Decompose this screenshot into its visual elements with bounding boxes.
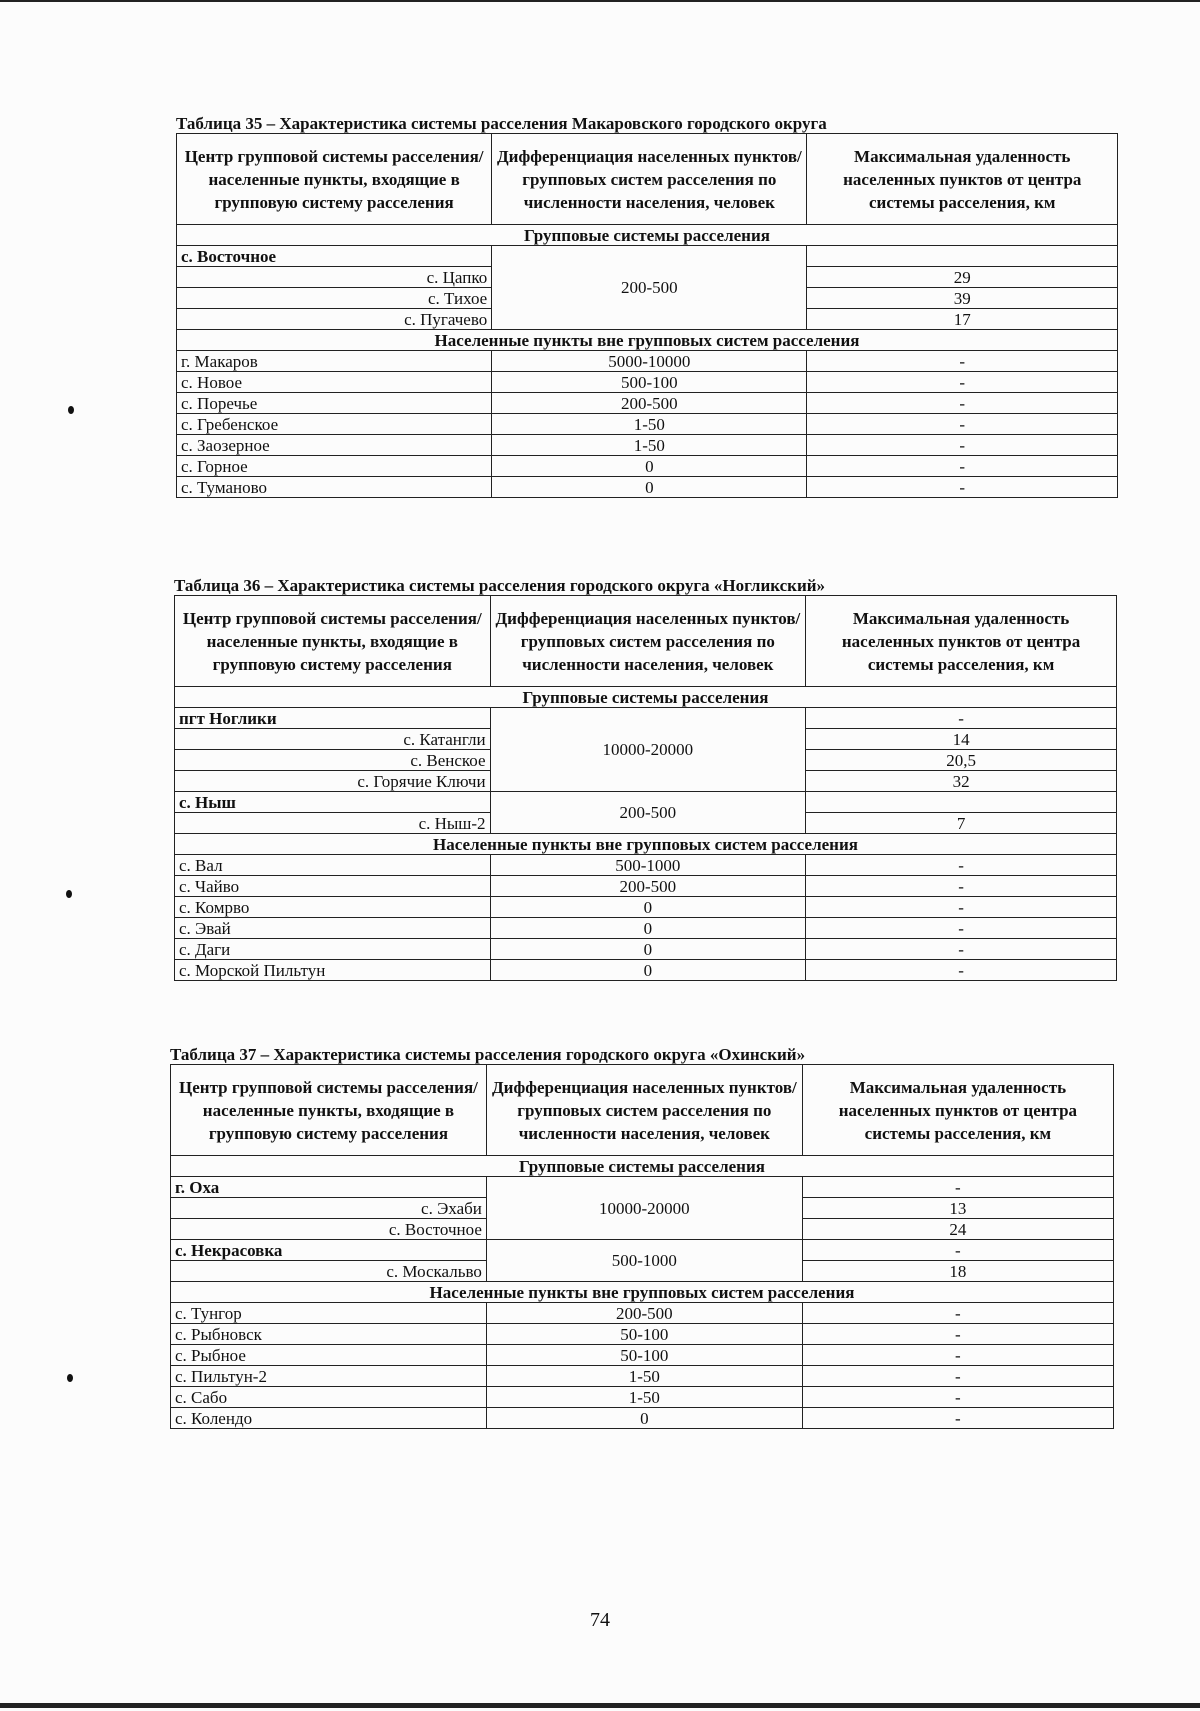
scan-frame-top: [0, 0, 1200, 2]
member-distance: 14: [806, 729, 1117, 750]
group-population-range: 10000-20000: [490, 708, 806, 792]
member-name: с. Восточное: [171, 1219, 487, 1240]
table-row: [177, 351, 1118, 372]
group-center-distance: -: [802, 1177, 1113, 1198]
table-37-block: [170, 1045, 1114, 1429]
group-center-name: с. Некрасовка: [171, 1240, 487, 1261]
member-name: с. Эхаби: [171, 1198, 487, 1219]
population-range: 200-500: [490, 876, 806, 897]
column-header: Максимальная удаленность населенных пунктов от центра системы расселения, км: [806, 596, 1117, 687]
group-population-range: 200-500: [492, 246, 807, 330]
settlement-name: г. Макаров: [177, 351, 492, 372]
distance: -: [802, 1324, 1113, 1345]
population-range: 0: [486, 1408, 802, 1429]
population-range: 0: [490, 897, 806, 918]
member-distance: 24: [802, 1219, 1113, 1240]
settlement-name: с. Колендо: [171, 1408, 487, 1429]
population-range: 0: [490, 918, 806, 939]
header-row: [171, 1065, 1114, 1156]
section-row: [177, 225, 1118, 246]
column-header: Максимальная удаленность населенных пунктов от центра системы расселения, км: [807, 134, 1118, 225]
table-row: [177, 372, 1118, 393]
table-caption: Таблица 37 – Характеристика системы расселения городского округа «Охинский»: [170, 1045, 806, 1064]
table-row: [175, 708, 1117, 729]
settlement-name: с. Чайво: [175, 876, 491, 897]
distance: -: [807, 414, 1118, 435]
population-range: 1-50: [492, 435, 807, 456]
member-distance: 7: [806, 813, 1117, 834]
distance: -: [802, 1408, 1113, 1429]
member-name: с. Катангли: [175, 729, 491, 750]
population-range: 500-1000: [490, 855, 806, 876]
distance: -: [806, 876, 1117, 897]
member-distance: 20,5: [806, 750, 1117, 771]
population-range: 50-100: [486, 1324, 802, 1345]
distance: -: [802, 1366, 1113, 1387]
settlement-table: [170, 1064, 1114, 1429]
table-row: [177, 246, 1118, 267]
group-center-distance: -: [806, 708, 1117, 729]
population-range: 200-500: [486, 1303, 802, 1324]
column-header: Максимальная удаленность населенных пунктов от центра системы расселения, км: [802, 1065, 1113, 1156]
population-range: 200-500: [492, 393, 807, 414]
table-row: [175, 939, 1117, 960]
distance: -: [807, 477, 1118, 498]
member-distance: 18: [802, 1261, 1113, 1282]
header-row: [177, 134, 1118, 225]
population-range: 500-100: [492, 372, 807, 393]
member-name: с. Тихое: [177, 288, 492, 309]
section-row: [175, 687, 1117, 708]
settlement-name: с. Поречье: [177, 393, 492, 414]
distance: -: [807, 351, 1118, 372]
population-range: 1-50: [486, 1366, 802, 1387]
group-center-name: с. Восточное: [177, 246, 492, 267]
section-title: Групповые системы расселения: [171, 1156, 1114, 1177]
settlement-name: с. Заозерное: [177, 435, 492, 456]
settlement-table: [174, 595, 1117, 981]
distance: -: [806, 939, 1117, 960]
member-distance: 13: [802, 1198, 1113, 1219]
punch-hole-mark: [68, 406, 74, 414]
column-header: Центр групповой системы расселения/населенные пункты, входящие в групповую систему расселения: [177, 134, 492, 225]
column-header: Дифференциация населенных пунктов/групповых систем расселения по численности населения, человек: [490, 596, 806, 687]
member-distance: 29: [807, 267, 1118, 288]
table-row: [171, 1345, 1114, 1366]
column-header: Центр групповой системы расселения/населенные пункты, входящие в групповую систему расселения: [175, 596, 491, 687]
group-center-name: пгт Ноглики: [175, 708, 491, 729]
table-row: [171, 1408, 1114, 1429]
table-row: [175, 918, 1117, 939]
settlement-name: с. Туманово: [177, 477, 492, 498]
distance: -: [807, 456, 1118, 477]
section-title: Населенные пункты вне групповых систем расселения: [177, 330, 1118, 351]
settlement-name: с. Пильтун-2: [171, 1366, 487, 1387]
table-row: [175, 792, 1117, 813]
table-row: [171, 1387, 1114, 1408]
settlement-name: с. Рыбновск: [171, 1324, 487, 1345]
distance: -: [806, 897, 1117, 918]
table-35-block: [176, 114, 1118, 498]
table-row: [171, 1177, 1114, 1198]
population-range: 0: [492, 456, 807, 477]
table-row: [177, 435, 1118, 456]
population-range: 50-100: [486, 1345, 802, 1366]
settlement-name: с. Рыбное: [171, 1345, 487, 1366]
group-center-name: с. Ныш: [175, 792, 491, 813]
distance: -: [802, 1387, 1113, 1408]
distance: -: [802, 1303, 1113, 1324]
group-center-distance: -: [802, 1240, 1113, 1261]
column-header: Центр групповой системы расселения/населенные пункты, входящие в групповую систему расселения: [171, 1065, 487, 1156]
distance: -: [807, 393, 1118, 414]
population-range: 0: [490, 939, 806, 960]
group-center-name: г. Оха: [171, 1177, 487, 1198]
member-name: с. Цапко: [177, 267, 492, 288]
table-row: [171, 1324, 1114, 1345]
column-header: Дифференциация населенных пунктов/групповых систем расселения по численности населения, человек: [486, 1065, 802, 1156]
member-distance: 32: [806, 771, 1117, 792]
distance: -: [807, 372, 1118, 393]
settlement-name: с. Даги: [175, 939, 491, 960]
scan-frame-bottom: [0, 1703, 1200, 1708]
table-row: [177, 393, 1118, 414]
table-row: [175, 960, 1117, 981]
settlement-name: с. Вал: [175, 855, 491, 876]
table-row: [177, 414, 1118, 435]
table-row: [171, 1240, 1114, 1261]
section-row: [177, 330, 1118, 351]
population-range: 0: [490, 960, 806, 981]
member-name: с. Пугачево: [177, 309, 492, 330]
section-title: Населенные пункты вне групповых систем расселения: [171, 1282, 1114, 1303]
header-row: [175, 596, 1117, 687]
member-name: с. Ныш-2: [175, 813, 491, 834]
section-title: Населенные пункты вне групповых систем расселения: [175, 834, 1117, 855]
population-range: 1-50: [486, 1387, 802, 1408]
population-range: 0: [492, 477, 807, 498]
table-36-block: [174, 576, 1117, 981]
table-row: [175, 876, 1117, 897]
table-row: [175, 897, 1117, 918]
member-name: с. Горячие Ключи: [175, 771, 491, 792]
distance: -: [806, 960, 1117, 981]
group-center-distance: [807, 246, 1118, 267]
distance: -: [807, 435, 1118, 456]
settlement-name: с. Морской Пильтун: [175, 960, 491, 981]
section-title: Групповые системы расселения: [177, 225, 1118, 246]
table-row: [171, 1366, 1114, 1387]
table-row: [171, 1303, 1114, 1324]
settlement-name: с. Гребенское: [177, 414, 492, 435]
distance: -: [806, 918, 1117, 939]
group-population-range: 500-1000: [486, 1240, 802, 1282]
settlement-name: с. Тунгор: [171, 1303, 487, 1324]
settlement-name: с. Эвай: [175, 918, 491, 939]
table-caption: Таблица 35 – Характеристика системы расселения Макаровского городского округа: [176, 114, 827, 133]
settlement-name: с. Новое: [177, 372, 492, 393]
settlement-table: [176, 133, 1118, 498]
group-population-range: 10000-20000: [486, 1177, 802, 1240]
settlement-name: с. Сабо: [171, 1387, 487, 1408]
table-row: [175, 855, 1117, 876]
distance: -: [802, 1345, 1113, 1366]
member-distance: 17: [807, 309, 1118, 330]
section-row: [175, 834, 1117, 855]
section-row: [171, 1282, 1114, 1303]
settlement-name: с. Горное: [177, 456, 492, 477]
section-row: [171, 1156, 1114, 1177]
punch-hole-mark: [67, 1374, 73, 1382]
table-caption: Таблица 36 – Характеристика системы расселения городского округа «Ногликский»: [174, 576, 826, 595]
member-name: с. Москальво: [171, 1261, 487, 1282]
member-distance: 39: [807, 288, 1118, 309]
table-row: [177, 456, 1118, 477]
section-title: Групповые системы расселения: [175, 687, 1117, 708]
settlement-name: с. Комрво: [175, 897, 491, 918]
group-population-range: 200-500: [490, 792, 806, 834]
population-range: 1-50: [492, 414, 807, 435]
column-header: Дифференциация населенных пунктов/групповых систем расселения по численности населения, человек: [492, 134, 807, 225]
punch-hole-mark: [66, 890, 72, 898]
distance: -: [806, 855, 1117, 876]
population-range: 5000-10000: [492, 351, 807, 372]
member-name: с. Венское: [175, 750, 491, 771]
table-row: [177, 477, 1118, 498]
group-center-distance: [806, 792, 1117, 813]
page-number: 74: [590, 1609, 610, 1631]
